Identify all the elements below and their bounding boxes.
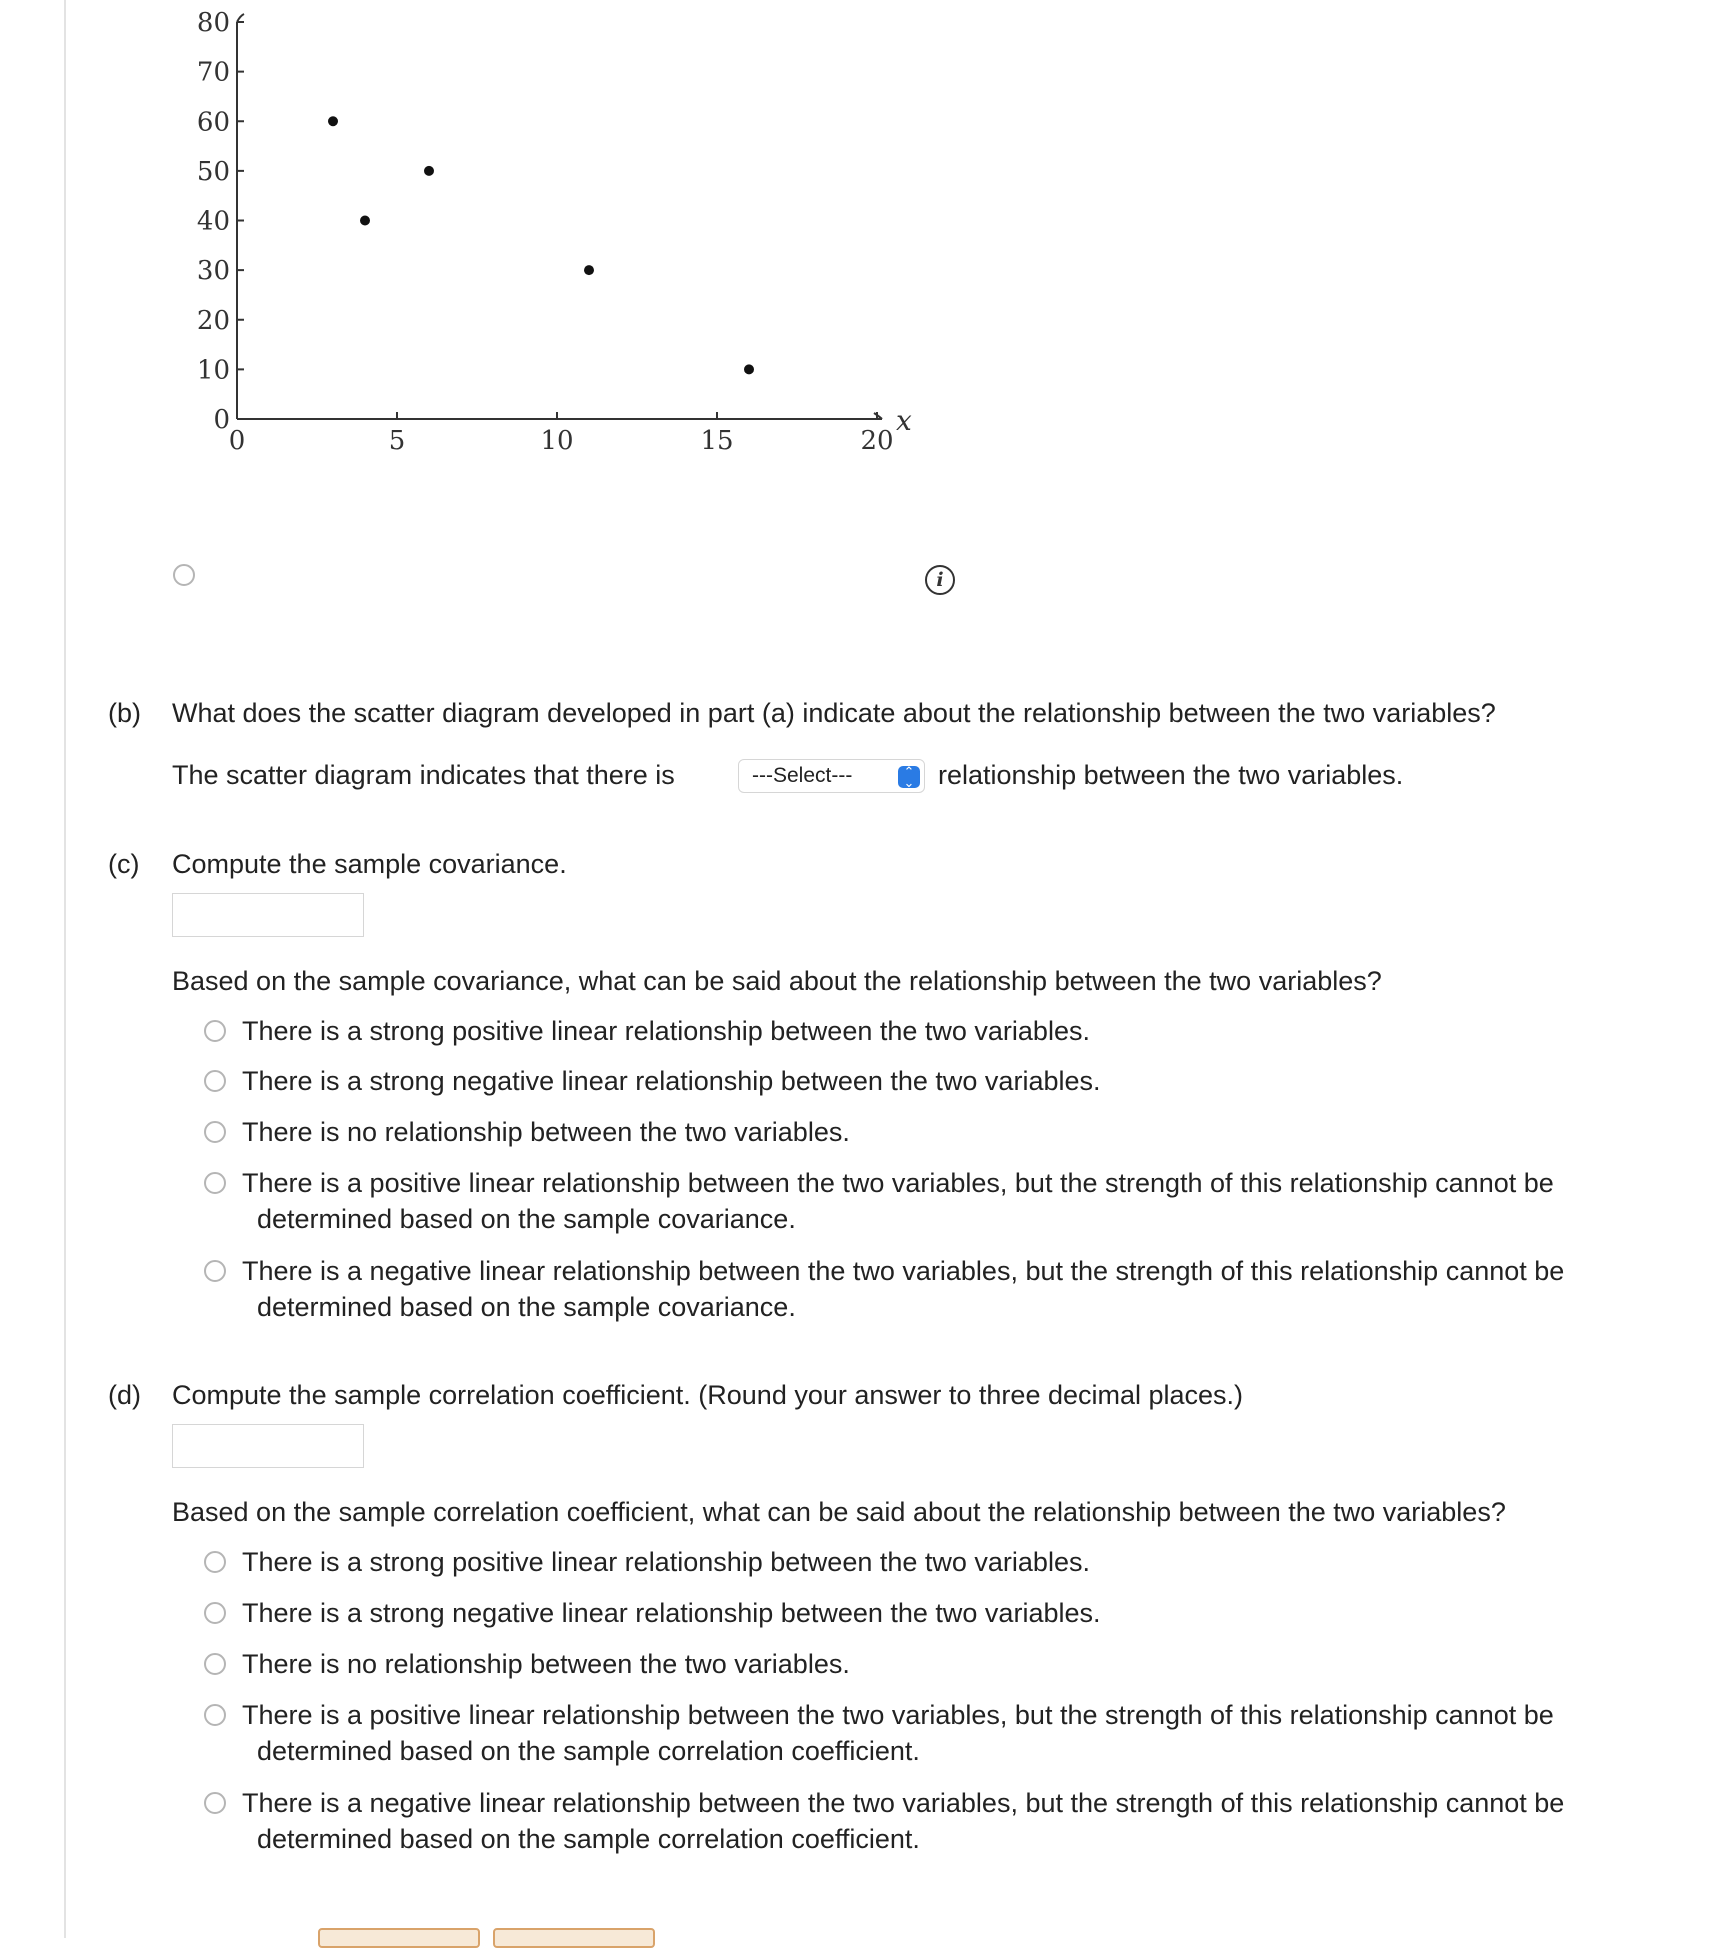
covariance-option-text: There is a strong positive linear relationship between the two variables. <box>242 1016 1090 1046</box>
correlation-option[interactable] <box>204 1544 1090 1577</box>
part-d-letter: (d) <box>108 1380 141 1410</box>
covariance-option-text: There is a positive linear relationship between the two variables, but the strength of this relationship cannot be <box>242 1168 1554 1198</box>
correlation-input[interactable] <box>172 1424 364 1468</box>
covariance-option[interactable] <box>204 1114 850 1147</box>
part-b-sentence-before: The scatter diagram indicates that there is <box>172 760 675 790</box>
correlation-option-text: There is a negative linear relationship between the two variables, but the strength of this relationship cannot be <box>242 1788 1565 1818</box>
x-tick-label: 15 <box>700 426 734 456</box>
part-c-followup: Based on the sample covariance, what can be said about the relationship between the two variables? <box>172 966 1382 996</box>
correlation-option[interactable] <box>204 1785 1565 1854</box>
scatter-point <box>360 216 370 226</box>
correlation-option-text-cont: determined based on the sample correlation coefficient. <box>257 1824 920 1854</box>
scatter-point <box>744 364 754 374</box>
relationship-select-value: ---Select--- <box>752 764 853 787</box>
covariance-option-text: There is no relationship between the two variables. <box>242 1117 850 1147</box>
part-b-letter: (b) <box>108 698 141 728</box>
part-c-letter: (c) <box>108 849 140 879</box>
covariance-option-text-cont: determined based on the sample covariance. <box>257 1292 796 1322</box>
correlation-option[interactable] <box>204 1595 1101 1628</box>
y-tick-label: 0 <box>213 405 230 435</box>
covariance-option-text: There is a negative linear relationship between the two variables, but the strength of this relationship cannot be <box>242 1256 1565 1286</box>
y-tick-label: 70 <box>196 57 230 88</box>
covariance-option-radio[interactable] <box>204 1172 226 1194</box>
scatter-point <box>328 116 338 126</box>
covariance-option[interactable] <box>204 1253 1565 1322</box>
correlation-option-radio[interactable] <box>204 1704 226 1726</box>
correlation-option[interactable] <box>204 1697 1554 1766</box>
covariance-option-radio[interactable] <box>204 1070 226 1092</box>
y-tick-label: 30 <box>196 256 230 287</box>
y-axis-arrow <box>237 14 244 22</box>
correlation-option-text: There is a positive linear relationship between the two variables, but the strength of this relationship cannot be <box>242 1700 1554 1730</box>
covariance-option-radio[interactable] <box>204 1260 226 1282</box>
select-chevron-icon: ⌃ ⌄ <box>898 766 920 788</box>
correlation-option-text: There is a strong negative linear relationship between the two variables. <box>242 1598 1101 1628</box>
covariance-option-text: There is a strong negative linear relationship between the two variables. <box>242 1066 1101 1096</box>
x-tick-label: 20 <box>860 426 894 456</box>
covariance-option[interactable] <box>204 1063 1101 1096</box>
scatter-point <box>424 166 434 176</box>
y-tick-label: 10 <box>196 355 230 386</box>
part-b-sentence-after: relationship between the two variables. <box>938 760 1404 790</box>
x-tick-label: 5 <box>388 426 406 456</box>
covariance-option-radio[interactable] <box>204 1121 226 1143</box>
correlation-option-radio[interactable] <box>204 1602 226 1624</box>
x-axis-label: x <box>896 404 912 437</box>
scatter-point <box>584 265 594 275</box>
y-tick-label: 50 <box>196 156 230 187</box>
graph-option-radio[interactable] <box>173 564 195 586</box>
covariance-option-text-cont: determined based on the sample covariance. <box>257 1204 796 1234</box>
x-tick-label: 10 <box>540 426 574 456</box>
y-tick-label: 20 <box>196 305 230 336</box>
bottom-action-button[interactable] <box>318 1928 480 1948</box>
bottom-action-button[interactable] <box>493 1928 655 1948</box>
correlation-option-text: There is no relationship between the two variables. <box>242 1649 850 1679</box>
y-tick-label: 60 <box>196 107 230 138</box>
part-d-followup: Based on the sample correlation coefficient, what can be said about the relationship between the two variables? <box>172 1497 1506 1527</box>
x-tick-label: 0 <box>228 426 246 456</box>
correlation-option-text-cont: determined based on the sample correlation coefficient. <box>257 1736 920 1766</box>
correlation-option[interactable] <box>204 1646 850 1679</box>
relationship-select[interactable] <box>738 759 925 793</box>
scatter-chart <box>0 0 960 500</box>
part-c-question: Compute the sample covariance. <box>172 849 567 879</box>
covariance-input[interactable] <box>172 893 364 937</box>
correlation-option-radio[interactable] <box>204 1792 226 1814</box>
correlation-option-radio[interactable] <box>204 1551 226 1573</box>
covariance-option[interactable] <box>204 1013 1090 1046</box>
correlation-option-text: There is a strong positive linear relationship between the two variables. <box>242 1547 1090 1577</box>
correlation-option-radio[interactable] <box>204 1653 226 1675</box>
y-tick-label: 80 <box>196 8 230 38</box>
part-d-question: Compute the sample correlation coefficient. (Round your answer to three decimal places.) <box>172 1380 1244 1410</box>
y-tick-label: 40 <box>196 206 230 237</box>
covariance-option-radio[interactable] <box>204 1020 226 1042</box>
part-b-question: What does the scatter diagram developed in part (a) indicate about the relationship between the two variables? <box>172 698 1496 728</box>
info-icon[interactable]: i <box>925 565 955 595</box>
covariance-option[interactable] <box>204 1165 1554 1234</box>
